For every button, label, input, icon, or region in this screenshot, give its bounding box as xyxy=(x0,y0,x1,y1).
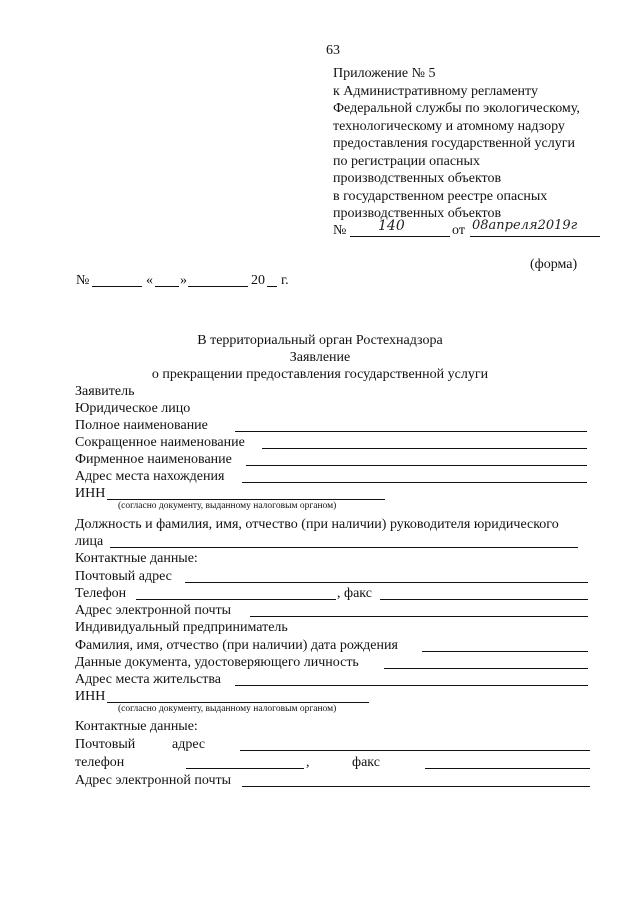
appendix-line: Приложение № 5 xyxy=(333,66,436,81)
head-line xyxy=(110,547,578,548)
head-label-line1: Должность и фамилия, имя, отчество (при наличии) руководителя юридического xyxy=(75,517,559,532)
reg-month-line xyxy=(188,286,248,287)
approval-date-handwritten: 08апреля2019г xyxy=(472,218,578,233)
head-label-line2: лица xyxy=(75,534,104,549)
postal-line xyxy=(185,582,588,583)
appendix-line: производственных объектов xyxy=(333,171,502,186)
ip-inn-line xyxy=(107,702,369,703)
ip-postal-label-2: адрес xyxy=(172,737,206,752)
inn-line xyxy=(107,499,385,500)
addressee: В территориальный орган Ростехнадзора xyxy=(197,333,443,348)
ip-postal-line xyxy=(240,750,590,751)
reg-no-line xyxy=(92,286,142,287)
residence-line xyxy=(235,685,588,686)
inn-label: ИНН xyxy=(75,486,106,501)
appendix-line: технологическому и атомному надзору xyxy=(333,118,565,134)
approval-date-line xyxy=(470,236,600,237)
phone-label: Телефон xyxy=(75,586,127,601)
ip-inn-note: (согласно документу, выданному налоговым органом) xyxy=(118,704,337,714)
firm-name-label: Фирменное наименование xyxy=(75,452,232,467)
reg-quote-open: « xyxy=(146,273,153,288)
phone-line xyxy=(136,599,336,600)
appendix-line: Федеральной службы по экологическому, xyxy=(333,101,580,116)
document-subtitle: о прекращении предоставления государственной услуги xyxy=(151,367,489,382)
ip-comma: , xyxy=(306,755,310,770)
ip-inn-label: ИНН xyxy=(75,689,106,704)
short-name-label: Сокращенное наименование xyxy=(75,435,245,450)
legal-entity-label: Юридическое лицо xyxy=(75,401,191,416)
reg-no-label: № xyxy=(76,273,90,288)
individual-title: Индивидуальный предприниматель xyxy=(75,620,288,635)
ip-phone-label: телефон xyxy=(75,755,125,770)
ip-email-label: Адрес электронной почты xyxy=(75,773,232,788)
reg-year-suffix: г. xyxy=(281,273,289,288)
full-name-label: Полное наименование xyxy=(75,418,208,433)
firm-name-line xyxy=(246,465,587,466)
applicant-label: Заявитель xyxy=(75,384,135,399)
full-name-line xyxy=(235,431,587,432)
form-label: (форма) xyxy=(530,257,578,272)
id-doc-line xyxy=(384,668,588,669)
reg-year-line xyxy=(267,286,277,287)
approval-no-label: № xyxy=(333,223,347,238)
email-label: Адрес электронной почты xyxy=(75,603,232,618)
appendix-block xyxy=(333,65,580,223)
fio-label: Фамилия, имя, отчество (при наличии) дата рождения xyxy=(75,638,398,653)
appendix-line: к Административному регламенту xyxy=(333,83,538,99)
ip-phone-line xyxy=(186,768,304,769)
ip-email-line xyxy=(242,786,590,787)
appendix-line: предоставления государственной услуги xyxy=(333,136,575,151)
ip-postal-label-1: Почтовый xyxy=(75,737,136,752)
short-name-line xyxy=(262,448,587,449)
ip-contacts-label: Контактные данные: xyxy=(75,719,198,734)
appendix-line: по регистрации опасных xyxy=(333,153,480,169)
postal-label: Почтовый адрес xyxy=(75,569,172,584)
inn-note: (согласно документу, выданному налоговым органом) xyxy=(118,501,337,511)
address-label: Адрес места нахождения xyxy=(75,469,225,484)
document-title: Заявление xyxy=(289,350,351,365)
fax-line xyxy=(380,599,588,600)
appendix-line: производственных объектов xyxy=(333,206,502,221)
ip-fax-line xyxy=(425,768,590,769)
approval-date-label: от xyxy=(452,223,465,238)
reg-year-prefix: 20 xyxy=(251,273,265,288)
email-line xyxy=(250,616,588,617)
fax-label: , факс xyxy=(337,586,372,601)
approval-no-handwritten: 140 xyxy=(378,218,405,234)
contacts-label: Контактные данные: xyxy=(75,551,198,566)
ip-fax-label: факс xyxy=(352,755,380,770)
id-doc-label: Данные документа, удостоверяющего личность xyxy=(75,655,359,670)
approval-no-line xyxy=(350,236,450,237)
appendix-line: в государственном реестре опасных xyxy=(333,188,548,204)
page-number: 63 xyxy=(326,43,340,58)
residence-label: Адрес места жительства xyxy=(75,672,221,687)
fio-line xyxy=(422,651,588,652)
address-line xyxy=(242,482,587,483)
reg-quote-close: » xyxy=(180,273,187,288)
reg-day-line xyxy=(155,286,179,287)
